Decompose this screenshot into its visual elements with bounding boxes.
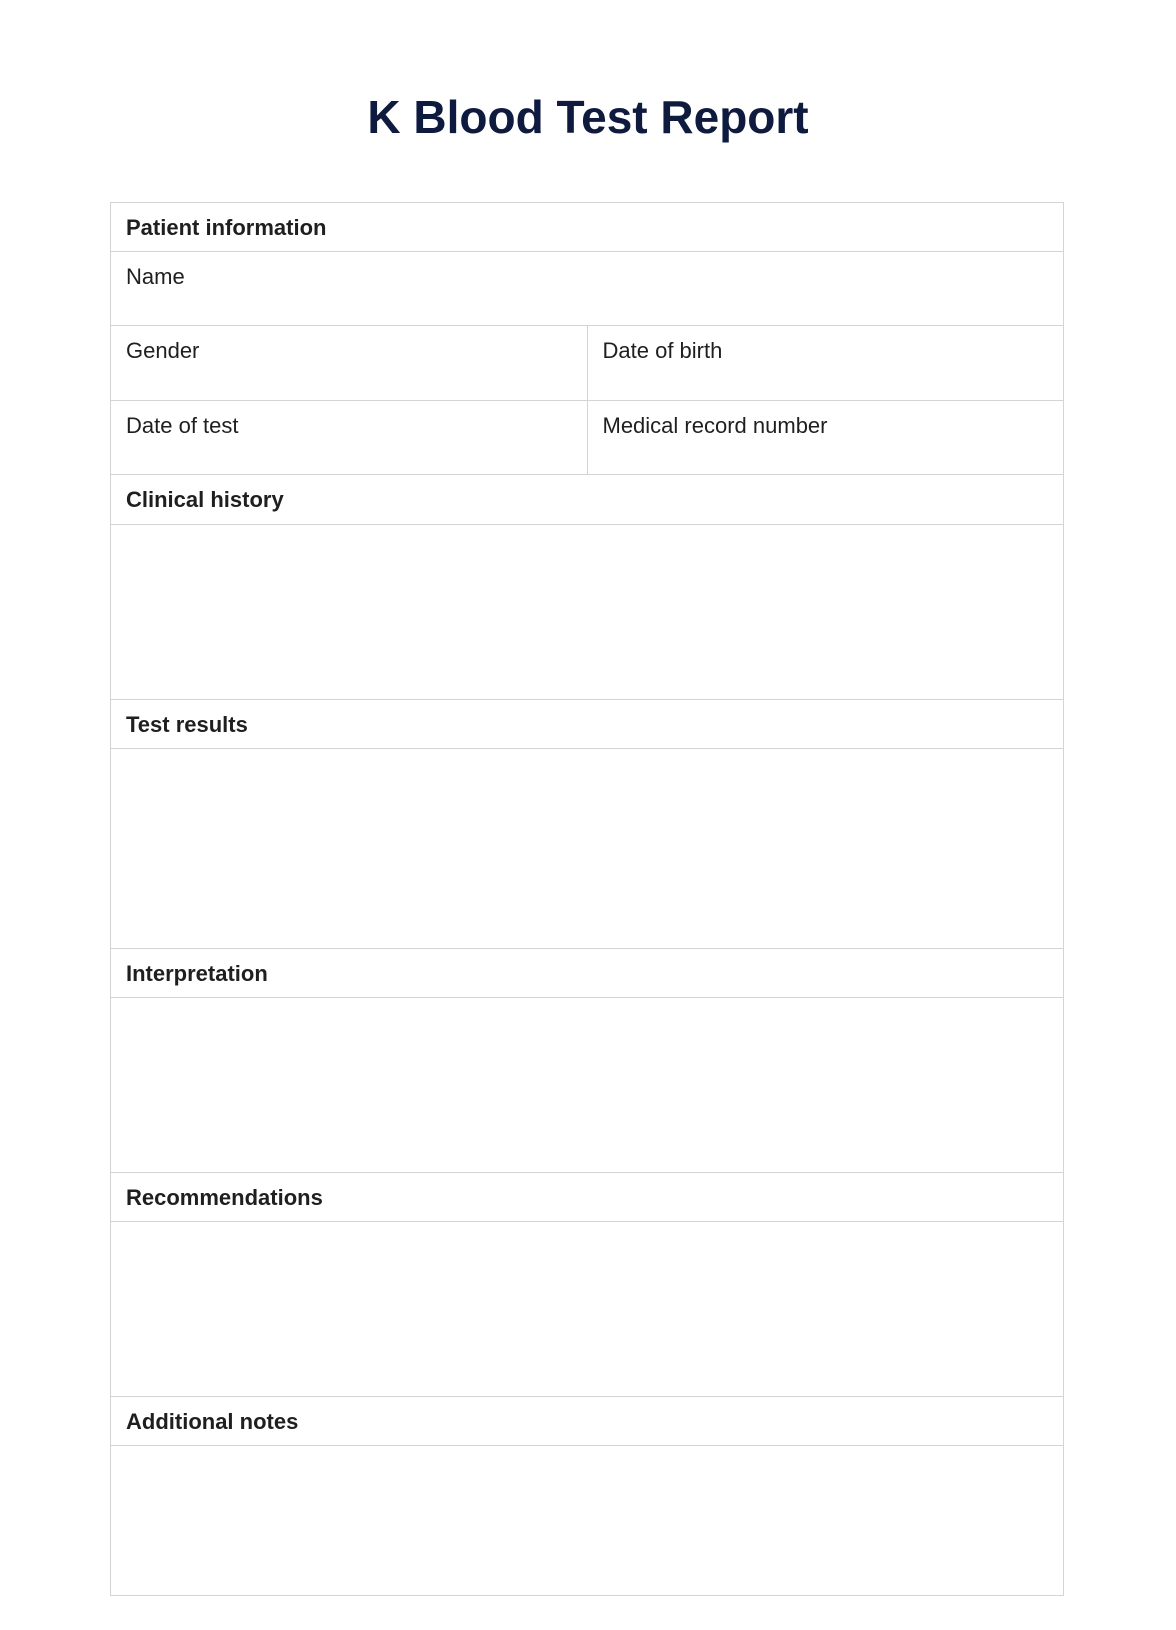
interpretation-heading: Interpretation	[126, 961, 268, 986]
clinical-history-header-row	[111, 475, 1063, 525]
dob-field[interactable]	[587, 326, 1064, 400]
recommendations-header-row	[111, 1173, 1063, 1222]
test-date-field[interactable]	[111, 401, 587, 474]
report-form	[110, 202, 1064, 1596]
clinical-history-input[interactable]	[111, 525, 1063, 699]
additional-notes-header-row	[111, 1397, 1063, 1446]
test-results-area[interactable]	[111, 749, 1063, 949]
name-label: Name	[126, 264, 185, 289]
interpretation-input[interactable]	[111, 998, 1063, 1172]
page-title: K Blood Test Report	[367, 91, 809, 143]
mrn-label: Medical record number	[602, 413, 828, 438]
test-results-input[interactable]	[111, 749, 1063, 948]
interpretation-header-row	[111, 949, 1063, 998]
testdate-mrn-row	[111, 401, 1063, 475]
additional-notes-area[interactable]	[111, 1446, 1063, 1595]
recommendations-area[interactable]	[111, 1222, 1063, 1397]
gender-field[interactable]	[111, 326, 587, 400]
dob-label: Date of birth	[602, 338, 723, 363]
patient-info-header-row	[111, 203, 1063, 252]
additional-notes-input[interactable]	[111, 1446, 1063, 1595]
test-results-header-row	[111, 700, 1063, 749]
mrn-field[interactable]	[587, 401, 1064, 474]
name-row	[111, 252, 1063, 326]
clinical-history-area[interactable]	[111, 525, 1063, 700]
gender-label: Gender	[126, 338, 200, 363]
test-results-heading: Test results	[126, 712, 248, 737]
gender-dob-row	[111, 326, 1063, 401]
interpretation-area[interactable]	[111, 998, 1063, 1173]
recommendations-heading: Recommendations	[126, 1185, 323, 1210]
patient-info-heading: Patient information	[126, 215, 327, 240]
clinical-history-heading: Clinical history	[126, 487, 284, 512]
name-field[interactable]	[111, 252, 1063, 325]
test-date-label: Date of test	[126, 413, 239, 438]
recommendations-input[interactable]	[111, 1222, 1063, 1396]
additional-notes-heading: Additional notes	[126, 1409, 299, 1434]
